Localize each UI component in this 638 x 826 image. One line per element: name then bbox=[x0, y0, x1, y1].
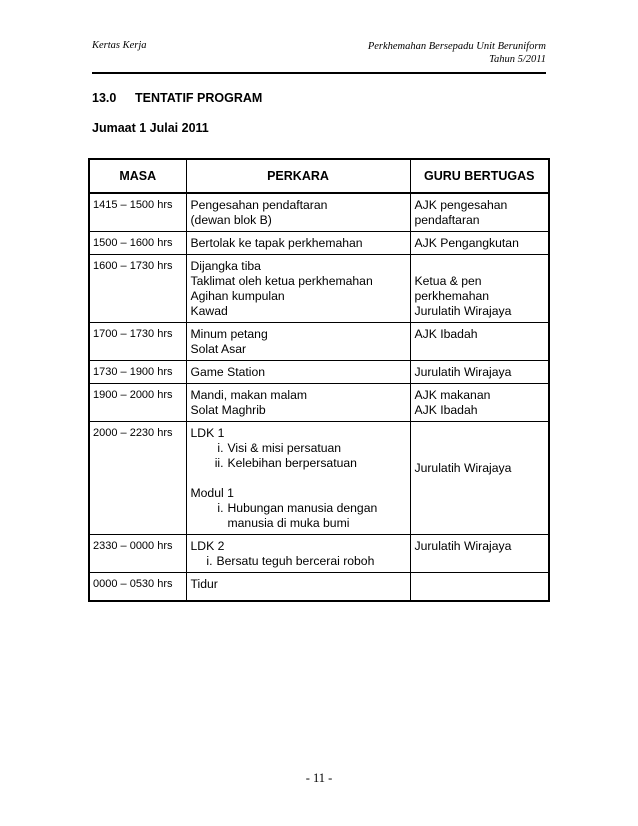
modul-item-continuation bbox=[191, 516, 406, 531]
modul-item-text: Hubungan manusia dengan bbox=[227, 501, 378, 515]
ldk-item bbox=[191, 554, 406, 569]
ldk-item-text: Visi & misi persatuan bbox=[227, 441, 342, 455]
ldk-item-text: Bersatu teguh bercerai roboh bbox=[216, 554, 375, 568]
table-row bbox=[89, 361, 549, 384]
perkara-line: Pengesahan pendaftaran bbox=[190, 198, 328, 212]
table-row bbox=[89, 422, 549, 535]
guru-cell bbox=[410, 323, 549, 361]
section-title-text: TENTATIF PROGRAM bbox=[135, 91, 263, 105]
ldk-item-number: i. bbox=[217, 441, 224, 455]
modul-item bbox=[191, 501, 406, 516]
perkara-cell bbox=[186, 384, 410, 422]
guru-cell bbox=[410, 422, 549, 535]
perkara-line: Solat Maghrib bbox=[190, 403, 266, 417]
column-header-perkara: PERKARA bbox=[186, 159, 410, 193]
guru-line: pendaftaran bbox=[414, 213, 480, 227]
masa-cell: 1900 – 2000 hrs bbox=[89, 384, 186, 422]
guru-cell bbox=[410, 193, 549, 232]
guru-line: Jurulatih Wirajaya bbox=[414, 460, 512, 475]
table-row bbox=[89, 323, 549, 361]
perkara-cell bbox=[186, 193, 410, 232]
guru-line: AJK pengesahan bbox=[414, 198, 508, 212]
ldk-item-text: Kelebihan berpersatuan bbox=[227, 456, 357, 470]
masa-cell: 1700 – 1730 hrs bbox=[89, 323, 186, 361]
perkara-line: Agihan kumpulan bbox=[190, 289, 285, 303]
ldk-item bbox=[191, 456, 406, 471]
guru-cell bbox=[410, 573, 549, 602]
modul-item-text: manusia di muka bumi bbox=[227, 516, 350, 530]
guru-cell bbox=[410, 361, 549, 384]
masa-cell: 1500 – 1600 hrs bbox=[89, 232, 186, 255]
table-row bbox=[89, 573, 549, 602]
guru-line: AJK makanan bbox=[414, 388, 491, 402]
header-right-line2: Tahun 5/2011 bbox=[489, 54, 546, 65]
page-number: - 11 - bbox=[305, 771, 333, 785]
ldk-title: LDK 1 bbox=[190, 426, 225, 440]
masa-cell: 1730 – 1900 hrs bbox=[89, 361, 186, 384]
perkara-cell bbox=[186, 232, 410, 255]
header-rule bbox=[92, 72, 546, 74]
table-row bbox=[89, 232, 549, 255]
schedule-table bbox=[88, 158, 550, 602]
masa-cell: 2330 – 0000 hrs bbox=[89, 535, 186, 573]
masa-cell: 2000 – 2230 hrs bbox=[89, 422, 186, 535]
perkara-line: Bertolak ke tapak perkhemahan bbox=[190, 236, 363, 250]
header-right bbox=[246, 40, 546, 66]
ldk-item bbox=[191, 441, 406, 456]
perkara-line: (dewan blok B) bbox=[190, 213, 272, 227]
modul-title: Modul 1 bbox=[190, 486, 234, 500]
table-row bbox=[89, 193, 549, 232]
perkara-cell bbox=[186, 535, 410, 573]
perkara-cell bbox=[186, 573, 410, 602]
perkara-cell bbox=[186, 361, 410, 384]
column-header-guru: GURU BERTUGAS bbox=[410, 159, 549, 193]
guru-line: Jurulatih Wirajaya bbox=[414, 365, 512, 379]
guru-line: perkhemahan bbox=[414, 289, 490, 303]
guru-line: AJK Pengangkutan bbox=[414, 236, 519, 250]
guru-cell bbox=[410, 255, 549, 323]
perkara-line: Tidur bbox=[190, 577, 218, 591]
column-header-masa: MASA bbox=[89, 159, 186, 193]
guru-line: Ketua & pen bbox=[414, 274, 482, 288]
guru-line: Jurulatih Wirajaya bbox=[414, 304, 512, 318]
perkara-cell bbox=[186, 422, 410, 535]
perkara-line: Game Station bbox=[190, 365, 266, 379]
guru-line: AJK Ibadah bbox=[414, 403, 478, 417]
ldk-title: LDK 2 bbox=[190, 539, 225, 553]
guru-cell bbox=[410, 384, 549, 422]
ldk-item-number: ii. bbox=[214, 456, 224, 470]
day-heading: Jumaat 1 Julai 2011 bbox=[92, 121, 209, 135]
perkara-line: Mandi, makan malam bbox=[190, 388, 308, 402]
guru-line: AJK Ibadah bbox=[414, 327, 478, 341]
table-row bbox=[89, 384, 549, 422]
masa-cell: 0000 – 0530 hrs bbox=[89, 573, 186, 602]
guru-cell bbox=[410, 535, 549, 573]
perkara-cell bbox=[186, 323, 410, 361]
masa-cell: 1415 – 1500 hrs bbox=[89, 193, 186, 232]
table-row bbox=[89, 535, 549, 573]
perkara-line: Solat Asar bbox=[190, 342, 247, 356]
perkara-line: Dijangka tiba bbox=[190, 259, 261, 273]
section-title bbox=[92, 91, 262, 105]
table-header-row bbox=[89, 159, 549, 193]
table-row bbox=[89, 255, 549, 323]
perkara-line: Minum petang bbox=[190, 327, 268, 341]
perkara-line: Kawad bbox=[190, 304, 228, 318]
header-right-line1: Perkhemahan Bersepadu Unit Beruniform bbox=[367, 41, 546, 52]
masa-cell: 1600 – 1730 hrs bbox=[89, 255, 186, 323]
guru-line: Jurulatih Wirajaya bbox=[414, 539, 512, 553]
spacer bbox=[191, 471, 406, 486]
header-left: Kertas Kerja bbox=[92, 40, 147, 51]
ldk-item-number: i. bbox=[206, 554, 213, 568]
guru-cell bbox=[410, 232, 549, 255]
perkara-line: Taklimat oleh ketua perkhemahan bbox=[190, 274, 373, 288]
modul-item-number: i. bbox=[217, 501, 224, 515]
section-number: 13.0 bbox=[92, 91, 117, 105]
perkara-cell bbox=[186, 255, 410, 323]
